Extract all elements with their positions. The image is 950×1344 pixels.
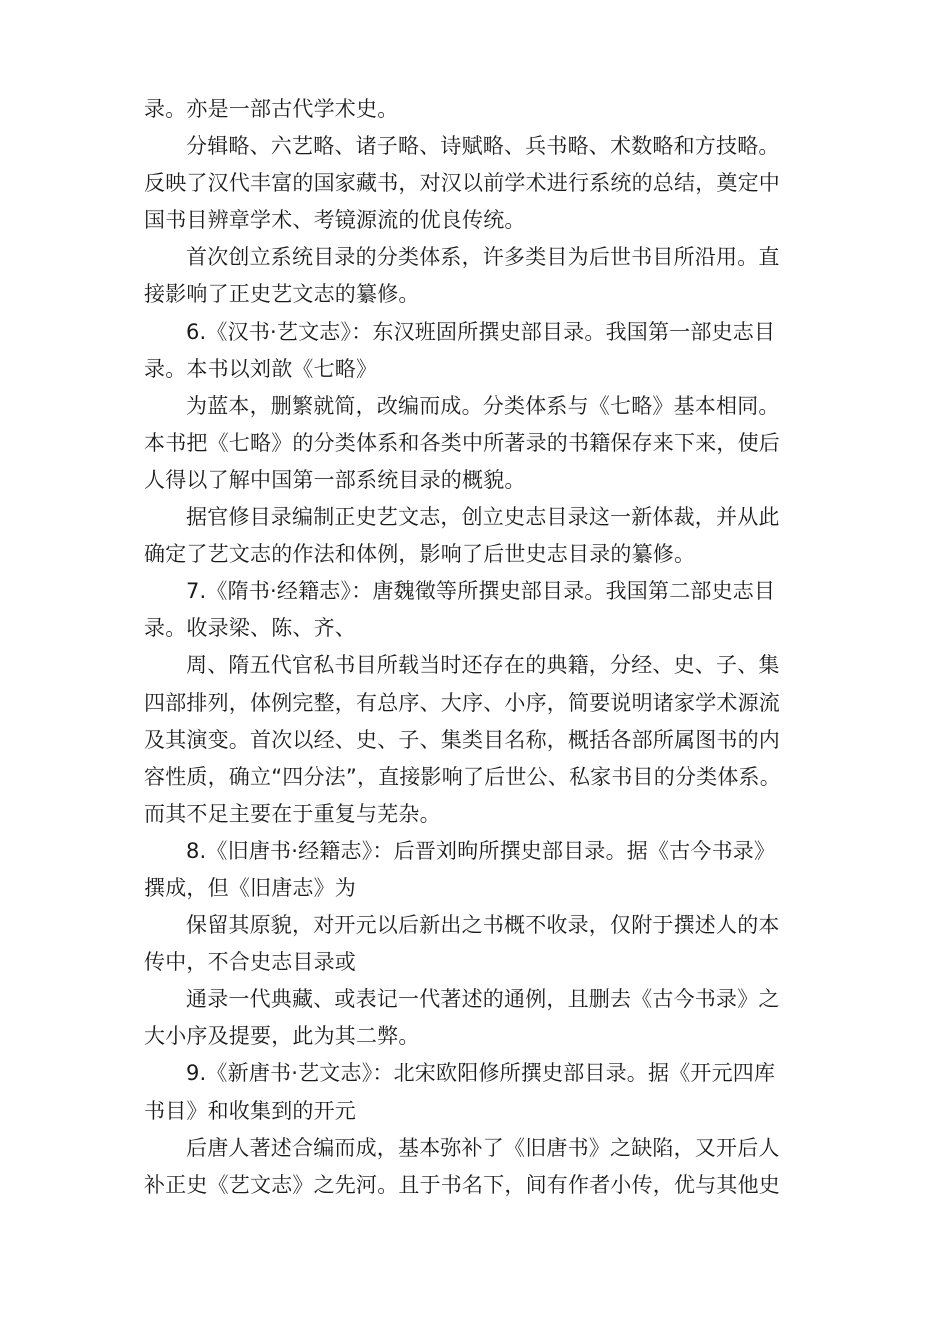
text-line: 保留其原貌，对开元以后新出之书概不收录，仅附于撰述人的本 bbox=[186, 913, 780, 938]
text-line: 确定了艺文志的作法和体例，影响了后世史志目录的纂修。 bbox=[144, 542, 696, 567]
text-line: 书目》和收集到的开元 bbox=[144, 1098, 356, 1123]
text-line: 9.《新唐书·艺文志》：北宋欧阳修所撰史部目录。据《开元四库 bbox=[186, 1061, 776, 1086]
text-line: 人得以了解中国第一部系统目录的概貌。 bbox=[144, 467, 526, 492]
text-line: 录。亦是一部古代学术史。 bbox=[144, 97, 399, 121]
text-line: 四部排列，体例完整，有总序、大序、小序，简要说明诸家学术源流 bbox=[144, 690, 780, 715]
text-line: 通录一代典藏、或表记一代著述的通例，且删去《古今书录》之 bbox=[186, 987, 780, 1012]
text-line: 及其演变。首次以经、史、子、集类目名称，概括各部所属图书的内 bbox=[144, 727, 780, 752]
text-line: 周、隋五代官私书目所载当时还存在的典籍，分经、史、子、集 bbox=[186, 653, 780, 678]
text-line: 分辑略、六艺略、诸子略、诗赋略、兵书略、术数略和方技略。 bbox=[186, 134, 780, 159]
text-line: 本书把《七略》的分类体系和各类中所著录的书籍保存来下来，使后 bbox=[144, 430, 780, 455]
text-line: 撰成，但《旧唐志》为 bbox=[144, 875, 356, 900]
text-line: 接影响了正史艺文志的纂修。 bbox=[144, 282, 420, 307]
text-line: 7.《隋书·经籍志》：唐魏徵等所撰史部目录。我国第二部史志目 bbox=[186, 579, 776, 604]
text-line: 首次创立系统目录的分类体系，许多类目为后世书目所沿用。直 bbox=[186, 245, 780, 270]
text-line: 而其不足主要在于重复与芜杂。 bbox=[144, 801, 441, 826]
text-line: 6.《汉书·艺文志》：东汉班固所撰史部目录。我国第一部史志目 bbox=[186, 319, 776, 344]
text-line: 为蓝本，删繁就简，改编而成。分类体系与《七略》基本相同。 bbox=[186, 393, 780, 418]
text-line: 大小序及提要，此为其二弊。 bbox=[144, 1024, 420, 1049]
text-line: 反映了汉代丰富的国家藏书，对汉以前学术进行系统的总结，奠定中 bbox=[144, 171, 780, 196]
document-body bbox=[144, 91, 814, 1204]
text-line: 录。本书以刘歆《七略》 bbox=[144, 356, 378, 381]
text-line: 后唐人著述合编而成，基本弥补了《旧唐书》之缺陷，又开后人 bbox=[186, 1135, 780, 1160]
text-line: 补正史《艺文志》之先河。且于书名下，间有作者小传，优与其他史 bbox=[144, 1172, 780, 1197]
text-line: 容性质，确立“四分法”，直接影响了后世公、私家书目的分类体系。 bbox=[144, 764, 781, 789]
text-line: 传中，不合史志目录或 bbox=[144, 950, 356, 975]
text-line: 录。收录梁、陈、齐、 bbox=[144, 616, 356, 641]
text-line: 国书目辨章学术、考镜源流的优良传统。 bbox=[144, 208, 526, 233]
text-line: 8.《旧唐书·经籍志》：后晋刘昫所撰史部目录。据《古今书录》 bbox=[186, 838, 776, 863]
text-line: 据官修目录编制正史艺文志，创立史志目录这一新体裁，并从此 bbox=[186, 505, 780, 530]
